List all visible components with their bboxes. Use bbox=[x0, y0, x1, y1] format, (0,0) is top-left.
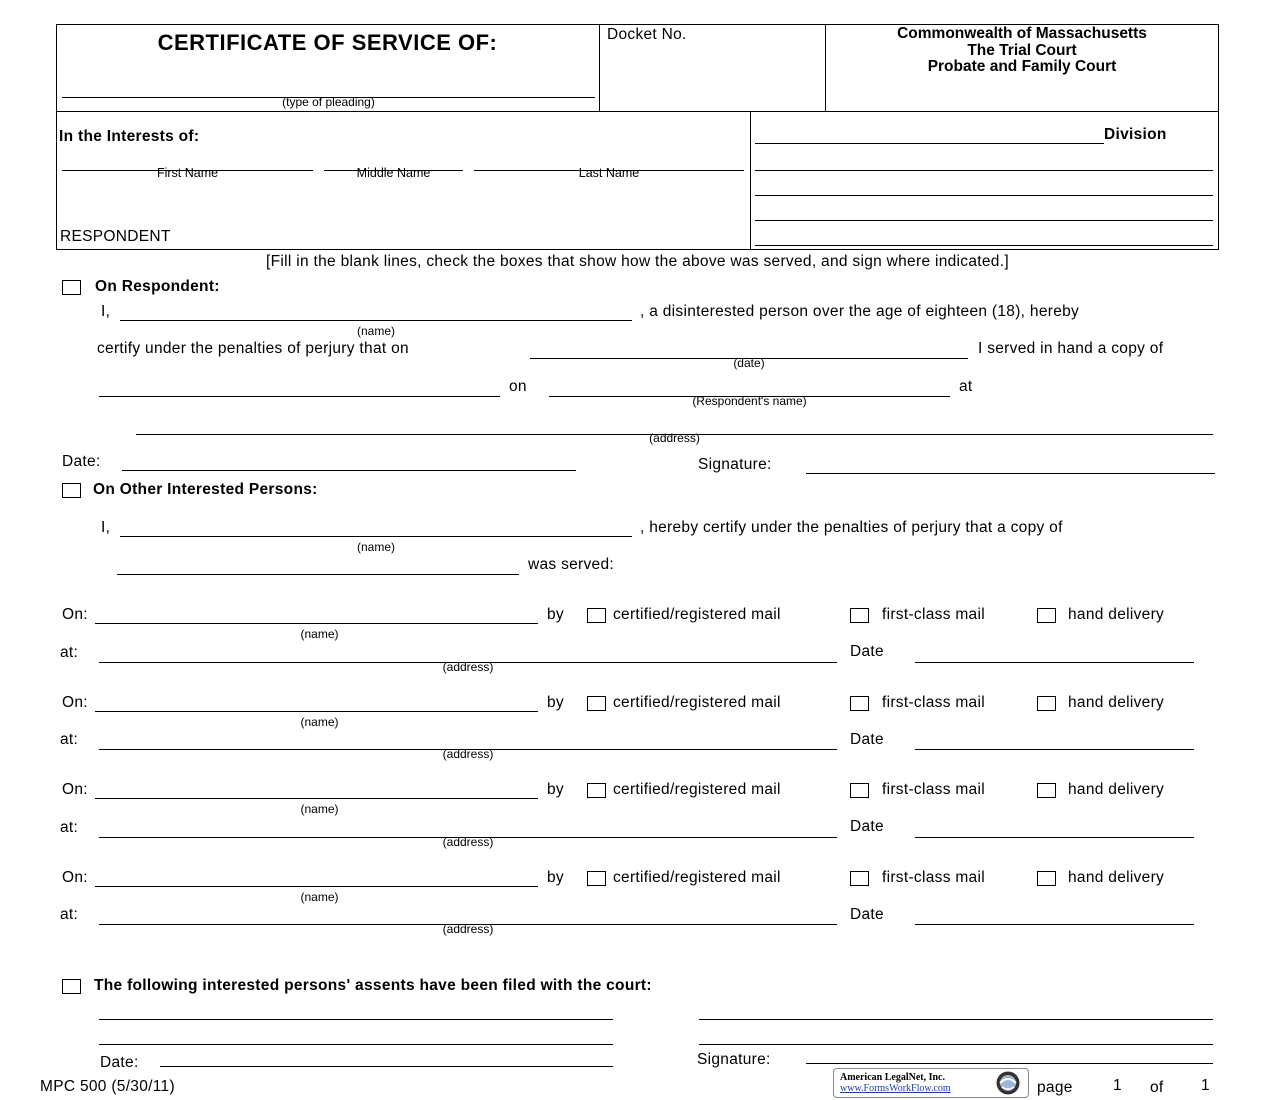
respondent-label: RESPONDENT bbox=[60, 228, 171, 245]
hand-delivery-label: hand delivery bbox=[1068, 606, 1165, 623]
service-address-caption: (address) bbox=[442, 922, 494, 936]
service-name-caption: (name) bbox=[300, 802, 339, 816]
service-address-caption: (address) bbox=[442, 835, 494, 849]
assent-line-right-2[interactable] bbox=[699, 1044, 1213, 1045]
docket-label: Docket No. bbox=[607, 26, 687, 43]
service-date-label: Date bbox=[850, 818, 884, 835]
logo-line-1: American LegalNet, Inc. bbox=[840, 1072, 945, 1083]
assents-signature-label: Signature: bbox=[697, 1051, 771, 1068]
interests-label: In the Interests of: bbox=[59, 128, 200, 145]
last-name-caption: Last Name bbox=[578, 166, 640, 180]
hand-delivery-label: hand delivery bbox=[1068, 869, 1165, 886]
certified-mail-label: certified/registered mail bbox=[613, 606, 781, 623]
certified-mail-checkbox[interactable] bbox=[587, 871, 606, 886]
service-on-label: On: bbox=[62, 781, 88, 798]
on-respondent-heading: On Respondent: bbox=[95, 278, 220, 295]
of-label: of bbox=[1150, 1079, 1164, 1096]
resp-disinterested-text: , a disinterested person over the age of eighteen (18), hereby bbox=[640, 303, 1080, 320]
first-class-mail-checkbox[interactable] bbox=[850, 783, 869, 798]
resp-address-caption: (address) bbox=[649, 431, 700, 445]
first-class-mail-label: first-class mail bbox=[882, 869, 985, 886]
service-date-label: Date bbox=[850, 731, 884, 748]
court-line-3: Probate and Family Court bbox=[927, 58, 1117, 75]
assents-date-label: Date: bbox=[100, 1054, 139, 1071]
instructions: [Fill in the blank lines, check the boxes that show how the above was served, and sign where indicated.] bbox=[266, 253, 1009, 270]
resp-server-name-field[interactable] bbox=[120, 320, 632, 321]
resp-signature-field[interactable] bbox=[806, 473, 1215, 474]
service-on-label: On: bbox=[62, 869, 88, 886]
page-number: 1 bbox=[1113, 1077, 1122, 1094]
resp-signed-date-field[interactable] bbox=[122, 470, 576, 471]
resp-document-field[interactable] bbox=[99, 396, 500, 397]
on-other-checkbox[interactable] bbox=[62, 483, 81, 498]
assents-signature-field[interactable] bbox=[806, 1063, 1213, 1064]
service-by-label: by bbox=[547, 606, 564, 623]
service-at-label: at: bbox=[60, 731, 79, 748]
hand-delivery-checkbox[interactable] bbox=[1037, 783, 1056, 798]
division-line-4[interactable] bbox=[755, 220, 1213, 221]
service-row-2 bbox=[0, 692, 1275, 764]
division-field[interactable] bbox=[755, 143, 1104, 144]
service-name-caption: (name) bbox=[300, 627, 339, 641]
assents-heading: The following interested persons' assents have been filed with the court: bbox=[94, 977, 652, 994]
service-date-field[interactable] bbox=[915, 924, 1194, 925]
first-class-mail-checkbox[interactable] bbox=[850, 696, 869, 711]
resp-date-caption: (date) bbox=[733, 356, 765, 370]
resp-signature-label: Signature: bbox=[698, 456, 772, 473]
assents-checkbox[interactable] bbox=[62, 979, 81, 994]
other-document-field[interactable] bbox=[117, 574, 519, 575]
page-total: 1 bbox=[1201, 1077, 1210, 1094]
resp-i-label: I, bbox=[101, 303, 111, 320]
resp-name-caption: (name) bbox=[356, 324, 395, 338]
first-class-mail-checkbox[interactable] bbox=[850, 608, 869, 623]
service-name-caption: (name) bbox=[300, 890, 339, 904]
service-row-3 bbox=[0, 779, 1275, 851]
resp-certify-text: certify under the penalties of perjury that on bbox=[97, 340, 409, 357]
certified-mail-checkbox[interactable] bbox=[587, 608, 606, 623]
service-name-field[interactable] bbox=[95, 711, 538, 712]
service-name-caption: (name) bbox=[300, 715, 339, 729]
resp-on-label: on bbox=[509, 378, 527, 395]
service-at-label: at: bbox=[60, 819, 79, 836]
service-name-field[interactable] bbox=[95, 623, 538, 624]
service-date-field[interactable] bbox=[915, 837, 1194, 838]
first-class-mail-label: first-class mail bbox=[882, 781, 985, 798]
service-row-4 bbox=[0, 867, 1275, 939]
first-class-mail-checkbox[interactable] bbox=[850, 871, 869, 886]
other-name-caption: (name) bbox=[356, 540, 395, 554]
service-address-caption: (address) bbox=[442, 660, 494, 674]
middle-name-caption: Middle Name bbox=[356, 166, 431, 180]
assent-line-left-2[interactable] bbox=[99, 1044, 613, 1045]
division-line-5[interactable] bbox=[755, 245, 1213, 246]
on-other-heading: On Other Interested Persons: bbox=[93, 481, 318, 498]
service-on-label: On: bbox=[62, 606, 88, 623]
resp-respondent-name-caption: (Respondent's name) bbox=[692, 394, 807, 408]
service-date-label: Date bbox=[850, 643, 884, 660]
service-at-label: at: bbox=[60, 906, 79, 923]
assent-line-left-1[interactable] bbox=[99, 1019, 613, 1020]
court-line-1: Commonwealth of Massachusetts bbox=[897, 25, 1147, 42]
form-title: CERTIFICATE OF SERVICE OF: bbox=[157, 30, 498, 55]
certified-mail-checkbox[interactable] bbox=[587, 783, 606, 798]
service-date-field[interactable] bbox=[915, 749, 1194, 750]
division-label: Division bbox=[1104, 126, 1167, 143]
service-at-label: at: bbox=[60, 644, 79, 661]
pleading-type-caption: (type of pleading) bbox=[282, 95, 375, 109]
on-respondent-checkbox[interactable] bbox=[62, 280, 81, 295]
form-id: MPC 500 (5/30/11) bbox=[40, 1078, 175, 1095]
service-date-label: Date bbox=[850, 906, 884, 923]
division-line-3[interactable] bbox=[755, 195, 1213, 196]
other-server-name-field[interactable] bbox=[120, 536, 632, 537]
first-class-mail-label: first-class mail bbox=[882, 694, 985, 711]
resp-served-text: I served in hand a copy of bbox=[978, 340, 1164, 357]
assents-date-field[interactable] bbox=[160, 1066, 613, 1067]
service-name-field[interactable] bbox=[95, 798, 538, 799]
certified-mail-label: certified/registered mail bbox=[613, 869, 781, 886]
resp-date-label: Date: bbox=[62, 453, 101, 470]
logo-line-2: www.FormsWorkFlow.com bbox=[840, 1083, 951, 1094]
hand-delivery-label: hand delivery bbox=[1068, 694, 1165, 711]
other-i-label: I, bbox=[101, 519, 111, 536]
service-by-label: by bbox=[547, 781, 564, 798]
first-name-caption: First Name bbox=[156, 166, 219, 180]
certified-mail-label: certified/registered mail bbox=[613, 694, 781, 711]
service-on-label: On: bbox=[62, 694, 88, 711]
hand-delivery-checkbox[interactable] bbox=[1037, 608, 1056, 623]
certified-mail-label: certified/registered mail bbox=[613, 781, 781, 798]
service-name-field[interactable] bbox=[95, 886, 538, 887]
division-line-2[interactable] bbox=[755, 170, 1213, 171]
other-certify-text: , hereby certify under the penalties of perjury that a copy of bbox=[640, 519, 1063, 536]
service-by-label: by bbox=[547, 694, 564, 711]
service-row-1 bbox=[0, 604, 1275, 676]
globe-icon bbox=[991, 1070, 1025, 1096]
court-line-2: The Trial Court bbox=[967, 42, 1077, 59]
parties-box bbox=[56, 111, 1219, 250]
hand-delivery-label: hand delivery bbox=[1068, 781, 1165, 798]
hand-delivery-checkbox[interactable] bbox=[1037, 696, 1056, 711]
other-was-served-text: was served: bbox=[528, 556, 614, 573]
assent-line-right-1[interactable] bbox=[699, 1019, 1213, 1020]
service-date-field[interactable] bbox=[915, 662, 1194, 663]
page-label: page bbox=[1037, 1079, 1073, 1096]
publisher-logo bbox=[833, 1068, 1029, 1098]
resp-at-label: at bbox=[959, 378, 973, 395]
service-by-label: by bbox=[547, 869, 564, 886]
first-class-mail-label: first-class mail bbox=[882, 606, 985, 623]
hand-delivery-checkbox[interactable] bbox=[1037, 871, 1056, 886]
certified-mail-checkbox[interactable] bbox=[587, 696, 606, 711]
service-address-caption: (address) bbox=[442, 747, 494, 761]
